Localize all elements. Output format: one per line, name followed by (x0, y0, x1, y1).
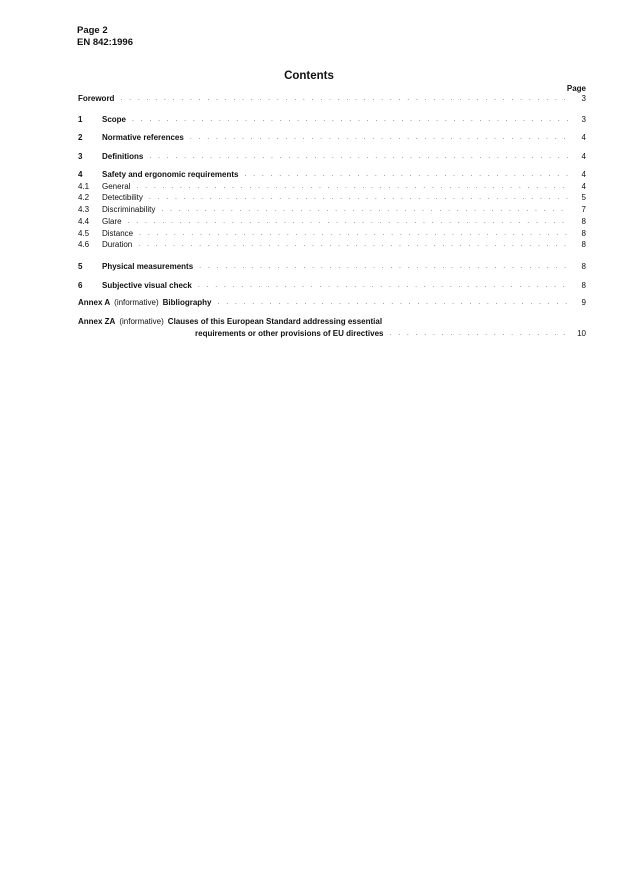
toc-entry-title: Discriminability (102, 205, 156, 214)
toc-entry-title: Clauses of this European Standard addressing essential (167, 317, 383, 326)
toc-entry-annex-za[interactable] (78, 316, 586, 327)
toc-entry-page: 7 (581, 205, 586, 214)
toc-entry-number: 4.5 (78, 229, 90, 238)
toc-entry-page: 8 (581, 281, 586, 290)
dot-leader (136, 182, 568, 192)
dot-leader (190, 133, 568, 143)
toc-entry-page: 8 (581, 217, 586, 226)
standard-id: EN 842:1996 (77, 37, 133, 48)
toc-entry-title: Safety and ergonomic requirements (102, 170, 239, 179)
toc-entry-title: requirements or other provisions of EU directives (195, 329, 384, 338)
toc-entry-page: 8 (581, 240, 586, 249)
toc-entry-title: Detectibility (102, 193, 143, 202)
toc-entry-title: Distance (102, 229, 134, 238)
toc-entry-foreword[interactable] (78, 93, 586, 104)
dot-leader (149, 193, 568, 203)
dot-leader (139, 229, 568, 239)
dot-leader (120, 94, 568, 104)
dot-leader (128, 217, 568, 227)
toc-entry-number: 3 (78, 152, 83, 161)
toc-entry-title: Normative references (102, 133, 184, 142)
toc-entry-title: Duration (102, 240, 133, 249)
toc-entry-1[interactable] (78, 114, 586, 125)
toc-entry-title: Physical measurements (102, 262, 194, 271)
contents-title: Contents (284, 70, 334, 82)
toc-entry-number: 1 (78, 115, 83, 124)
toc-entry-annex-za-continued[interactable] (195, 328, 586, 339)
toc-entry-page: 10 (577, 329, 586, 338)
toc-entry-4-3[interactable] (78, 204, 586, 215)
toc-entry-4-6[interactable] (78, 239, 586, 250)
page-column-label: Page (566, 84, 586, 93)
toc-entry-page: 4 (581, 170, 586, 179)
toc-entry-page: 9 (581, 298, 586, 307)
toc-entry-title: General (102, 182, 131, 191)
toc-entry-number: 4.4 (78, 217, 90, 226)
dot-leader (149, 152, 568, 162)
toc-entry-title: Subjective visual check (102, 281, 192, 290)
dot-leader (138, 240, 568, 250)
dot-leader (198, 281, 568, 291)
toc-entry-page: 4 (581, 182, 586, 191)
toc-entry-page: 4 (581, 152, 586, 161)
toc-entry-4-2[interactable] (78, 192, 586, 203)
toc-entry-4[interactable] (78, 169, 586, 180)
toc-entry-page: 8 (581, 262, 586, 271)
toc-entry-4-1[interactable] (78, 181, 586, 192)
toc-entry-number: 4.1 (78, 182, 90, 191)
dot-leader (199, 262, 568, 272)
toc-entry-3[interactable] (78, 151, 586, 162)
dot-leader (390, 329, 569, 339)
toc-entry-page: 8 (581, 229, 586, 238)
toc-entry-number: 4.6 (78, 240, 90, 249)
dot-leader (244, 170, 568, 180)
toc-entry-page: 4 (581, 133, 586, 142)
toc-entry-number: 2 (78, 133, 83, 142)
toc-entry-title: Foreword (78, 94, 115, 103)
toc-entry-5[interactable] (78, 261, 586, 272)
dot-leader (161, 205, 568, 215)
toc-entry-4-5[interactable] (78, 228, 586, 239)
toc-entry-2[interactable] (78, 132, 586, 143)
toc-entry-page: 3 (581, 94, 586, 103)
toc-entry-title: Bibliography (162, 298, 212, 307)
dot-leader (132, 115, 568, 125)
toc-entry-title: Definitions (102, 152, 144, 161)
toc-entry-number: 4 (78, 170, 83, 179)
page-header (77, 25, 133, 49)
toc-entry-number: 4.2 (78, 193, 90, 202)
toc-entry-page: 3 (581, 115, 586, 124)
annex-label: Annex A (78, 298, 111, 307)
annex-tag: (informative) (114, 298, 159, 307)
toc-entry-title: Scope (102, 115, 127, 124)
toc-entry-4-4[interactable] (78, 216, 586, 227)
annex-label: Annex ZA (78, 317, 116, 326)
toc-entry-title: Glare (102, 217, 122, 226)
toc-entry-number: 5 (78, 262, 83, 271)
toc-entry-6[interactable] (78, 280, 586, 291)
dot-leader (218, 298, 569, 308)
toc-entry-annex-a[interactable] (78, 297, 586, 308)
toc-entry-number: 6 (78, 281, 83, 290)
toc-entry-page: 5 (581, 193, 586, 202)
toc-entry-number: 4.3 (78, 205, 90, 214)
annex-tag: (informative) (119, 317, 164, 326)
page-number: Page 2 (77, 25, 108, 36)
